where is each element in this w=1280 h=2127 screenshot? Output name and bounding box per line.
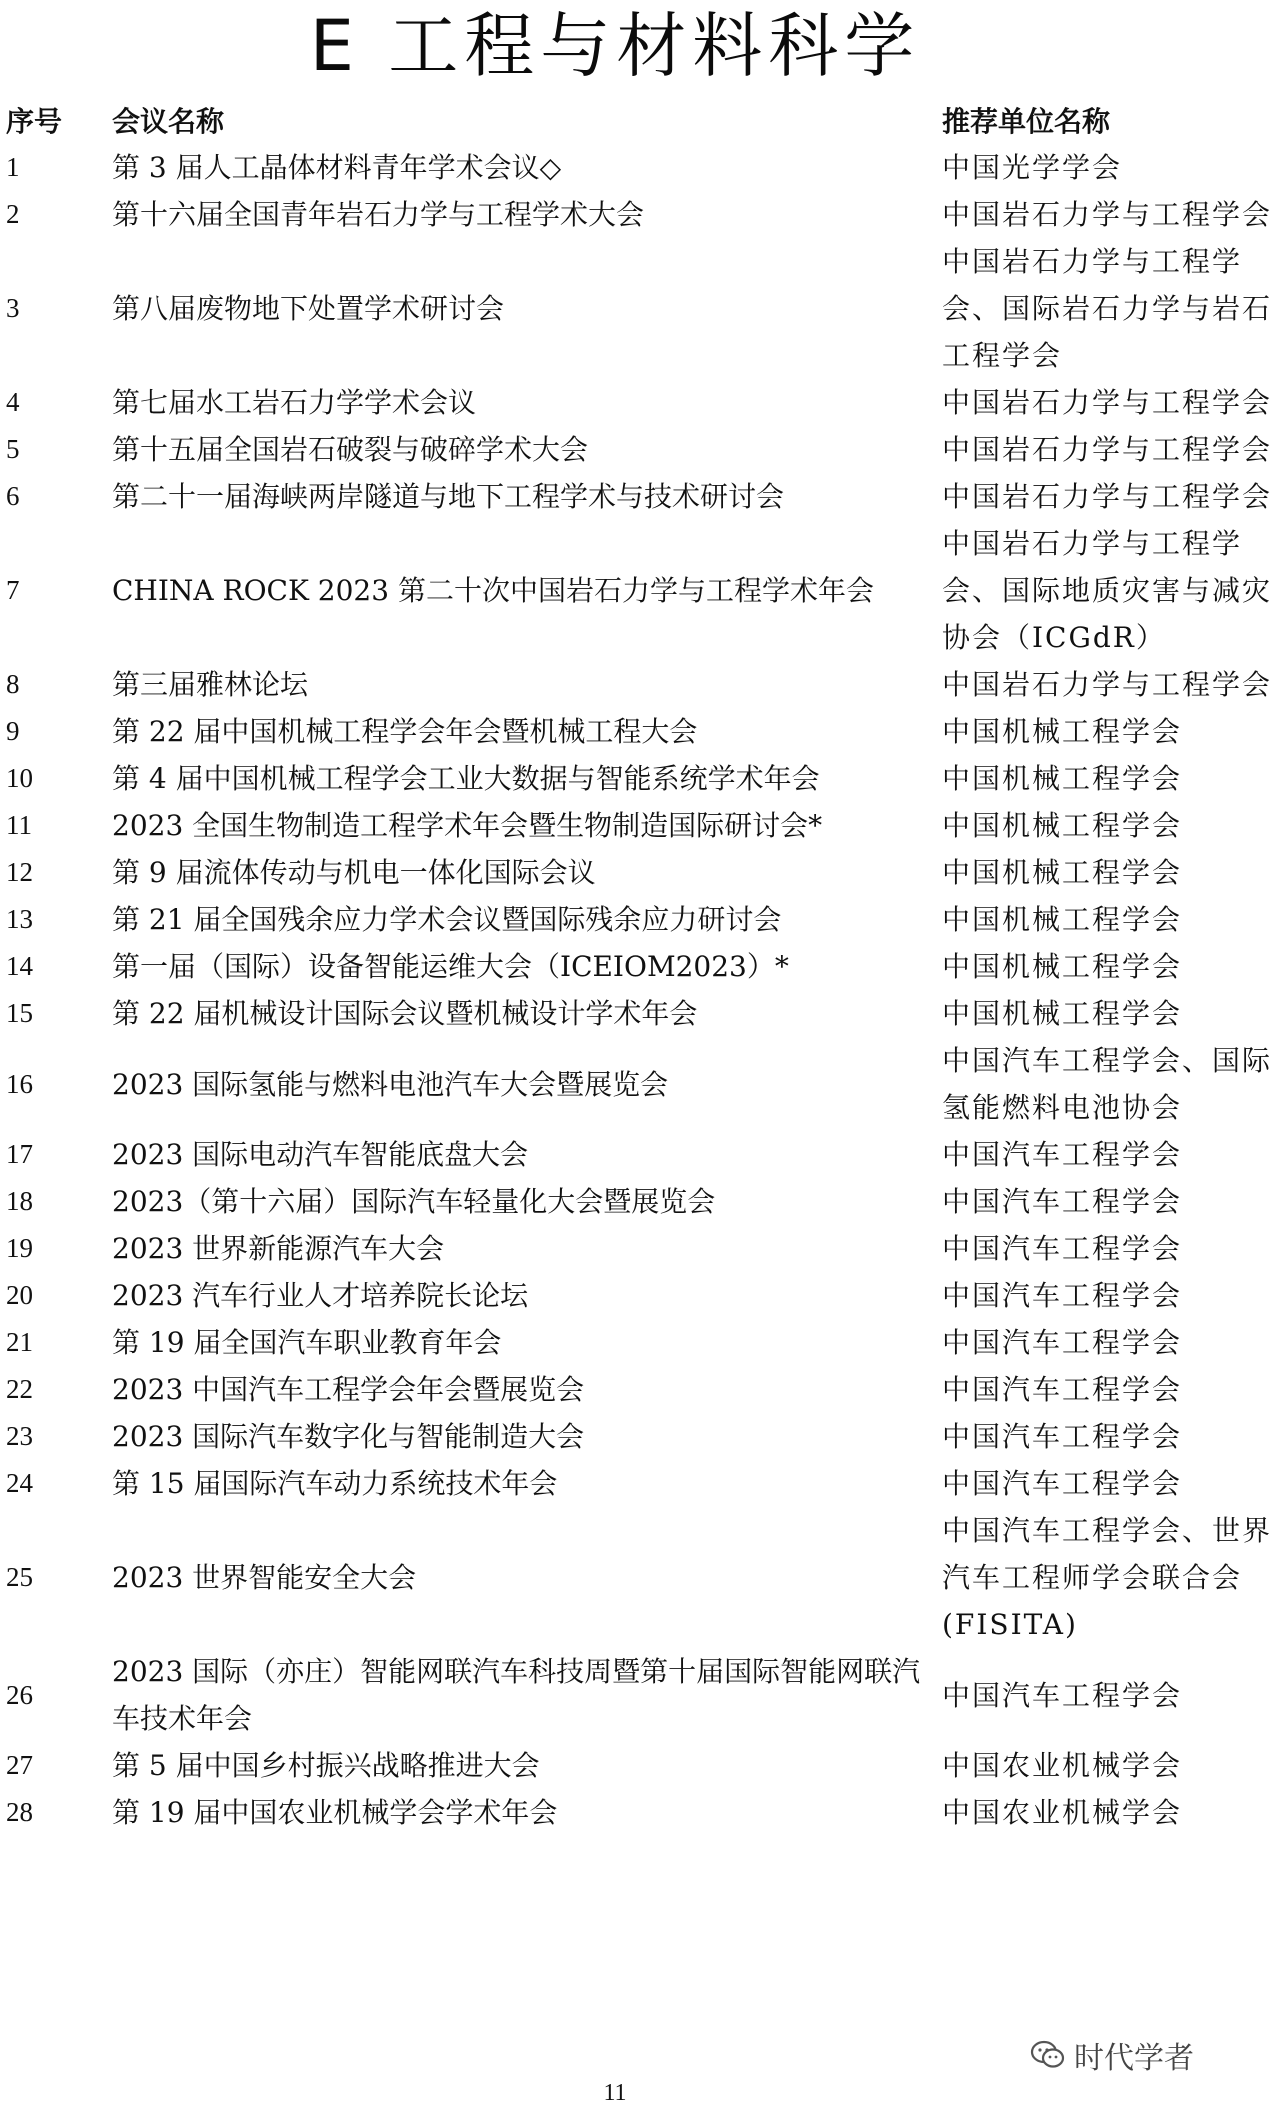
recommending-unit: 中国汽车工程学会 bbox=[942, 1232, 1183, 1265]
table-row bbox=[6, 1507, 1272, 1648]
row-number: 7 bbox=[6, 575, 20, 605]
recommending-unit: 中国农业机械学会 bbox=[942, 1796, 1183, 1829]
recommending-unit: 中国机械工程学会 bbox=[942, 809, 1183, 842]
table-row bbox=[6, 473, 1272, 520]
recommending-unit: 中国汽车工程学会 bbox=[942, 1138, 1183, 1171]
header-unit: 推荐单位名称 bbox=[942, 105, 1111, 138]
row-number: 4 bbox=[6, 387, 20, 417]
wechat-icon bbox=[1030, 2040, 1066, 2070]
conference-name: 2023 国际汽车数字化与智能制造大会 bbox=[112, 1420, 585, 1453]
header-name: 会议名称 bbox=[112, 105, 225, 138]
conference-table bbox=[6, 96, 1272, 1836]
conference-name: 2023（第十六届）国际汽车轻量化大会暨展览会 bbox=[112, 1185, 716, 1218]
row-number: 14 bbox=[6, 951, 33, 981]
table-row bbox=[6, 1272, 1272, 1319]
table-row bbox=[6, 943, 1272, 990]
page-number: 11 bbox=[603, 2080, 627, 2106]
conference-name: 2023 国际（亦庄）智能网联汽车科技周暨第十届国际智能网联汽车技术年会 bbox=[112, 1655, 921, 1735]
row-number: 13 bbox=[6, 904, 33, 934]
table-row bbox=[6, 1037, 1272, 1131]
row-number: 6 bbox=[6, 481, 20, 511]
recommending-unit: 中国岩石力学与工程学会 bbox=[942, 198, 1273, 231]
page-title: E 工程与材料科学 bbox=[309, 5, 921, 87]
row-number: 3 bbox=[6, 293, 20, 323]
table-row bbox=[6, 1742, 1272, 1789]
row-number: 22 bbox=[6, 1374, 33, 1404]
table-row bbox=[6, 238, 1272, 379]
table-row bbox=[6, 1460, 1272, 1507]
row-number: 25 bbox=[6, 1562, 33, 1592]
recommending-unit: 中国汽车工程学会 bbox=[942, 1279, 1183, 1312]
watermark bbox=[1030, 2033, 1194, 2077]
row-number: 16 bbox=[6, 1068, 33, 1099]
recommending-unit: 中国机械工程学会 bbox=[942, 762, 1183, 795]
recommending-unit: 中国岩石力学与工程学会、国际岩石力学与岩石工程学会 bbox=[942, 245, 1273, 372]
row-number: 15 bbox=[6, 998, 33, 1028]
conference-name: 2023 汽车行业人才培养院长论坛 bbox=[112, 1279, 529, 1312]
row-number: 1 bbox=[6, 152, 20, 182]
table-row bbox=[6, 990, 1272, 1037]
conference-name: 2023 国际氢能与燃料电池汽车大会暨展览会 bbox=[112, 1067, 669, 1101]
recommending-unit: 中国机械工程学会 bbox=[942, 715, 1183, 748]
header-num: 序号 bbox=[6, 105, 63, 138]
table-row bbox=[6, 1225, 1272, 1272]
conference-name: 第一届（国际）设备智能运维大会（ICEIOM2023）* bbox=[112, 950, 789, 983]
table-row bbox=[6, 426, 1272, 473]
conference-name: 第十六届全国青年岩石力学与工程学术大会 bbox=[112, 198, 645, 231]
recommending-unit: 中国岩石力学与工程学会 bbox=[942, 668, 1273, 701]
recommending-unit: 中国岩石力学与工程学会 bbox=[942, 433, 1273, 466]
row-number: 20 bbox=[6, 1280, 33, 1310]
recommending-unit: 中国岩石力学与工程学会、国际地质灾害与减灾协会（ICGdR） bbox=[942, 527, 1273, 654]
recommending-unit: 中国汽车工程学会 bbox=[942, 1678, 1183, 1712]
watermark-text: 时代学者 bbox=[1074, 2041, 1194, 2076]
table-row bbox=[6, 1648, 1272, 1742]
table-row bbox=[6, 1413, 1272, 1460]
table-header-row bbox=[6, 96, 1272, 144]
table-row bbox=[6, 1131, 1272, 1178]
row-number: 9 bbox=[6, 716, 20, 746]
row-number: 12 bbox=[6, 857, 33, 887]
conference-name: 2023 世界智能安全大会 bbox=[112, 1561, 417, 1594]
recommending-unit: 中国机械工程学会 bbox=[942, 997, 1183, 1030]
table-row bbox=[6, 1789, 1272, 1836]
row-number: 28 bbox=[6, 1797, 33, 1827]
conference-name: CHINA ROCK 2023 第二十次中国岩石力学与工程学术年会 bbox=[112, 574, 874, 607]
conference-name: 第三届雅林论坛 bbox=[112, 668, 309, 701]
conference-name: 第 19 届全国汽车职业教育年会 bbox=[112, 1326, 502, 1359]
table-row bbox=[6, 896, 1272, 943]
row-number: 18 bbox=[6, 1186, 33, 1216]
conference-name: 第 22 届中国机械工程学会年会暨机械工程大会 bbox=[112, 715, 698, 748]
recommending-unit: 中国汽车工程学会 bbox=[942, 1420, 1183, 1453]
row-number: 23 bbox=[6, 1421, 33, 1451]
recommending-unit: 中国汽车工程学会 bbox=[942, 1467, 1183, 1500]
table-row bbox=[6, 144, 1272, 191]
recommending-unit: 中国汽车工程学会 bbox=[942, 1326, 1183, 1359]
conference-name: 第十五届全国岩石破裂与破碎学术大会 bbox=[112, 433, 589, 466]
table-row bbox=[6, 661, 1272, 708]
recommending-unit: 中国汽车工程学会、世界汽车工程师学会联合会(FISITA) bbox=[942, 1514, 1273, 1641]
recommending-unit: 中国岩石力学与工程学会 bbox=[942, 386, 1273, 419]
row-number: 19 bbox=[6, 1233, 33, 1263]
table-row bbox=[6, 1319, 1272, 1366]
conference-name: 第二十一届海峡两岸隧道与地下工程学术与技术研讨会 bbox=[112, 480, 785, 513]
conference-name: 第 5 届中国乡村振兴战略推进大会 bbox=[112, 1749, 540, 1782]
conference-name: 2023 世界新能源汽车大会 bbox=[112, 1232, 445, 1265]
row-number: 11 bbox=[6, 810, 32, 840]
conference-name: 2023 国际电动汽车智能底盘大会 bbox=[112, 1138, 529, 1171]
table-row bbox=[6, 379, 1272, 426]
recommending-unit: 中国机械工程学会 bbox=[942, 950, 1183, 983]
conference-name: 第 9 届流体传动与机电一体化国际会议 bbox=[112, 856, 596, 889]
table-row bbox=[6, 191, 1272, 238]
recommending-unit: 中国农业机械学会 bbox=[942, 1749, 1183, 1782]
table-row bbox=[6, 1178, 1272, 1225]
table-row bbox=[6, 520, 1272, 661]
recommending-unit: 中国汽车工程学会、国际氢能燃料电池协会 bbox=[942, 1044, 1273, 1124]
conference-name: 第八届废物地下处置学术研讨会 bbox=[112, 292, 505, 325]
recommending-unit: 中国机械工程学会 bbox=[942, 856, 1183, 889]
conference-name: 第 3 届人工晶体材料青年学术会议◇ bbox=[112, 151, 562, 184]
table-row bbox=[6, 849, 1272, 896]
row-number: 17 bbox=[6, 1139, 33, 1169]
row-number: 5 bbox=[6, 434, 20, 464]
row-number: 24 bbox=[6, 1468, 33, 1498]
row-number: 26 bbox=[6, 1679, 33, 1710]
conference-name: 第 21 届全国残余应力学术会议暨国际残余应力研讨会 bbox=[112, 903, 782, 936]
recommending-unit: 中国光学学会 bbox=[942, 151, 1123, 184]
row-number: 10 bbox=[6, 763, 33, 793]
conference-name: 第 4 届中国机械工程学会工业大数据与智能系统学术年会 bbox=[112, 762, 820, 795]
table-row bbox=[6, 802, 1272, 849]
recommending-unit: 中国汽车工程学会 bbox=[942, 1185, 1183, 1218]
conference-name: 2023 中国汽车工程学会年会暨展览会 bbox=[112, 1373, 585, 1406]
table-body bbox=[6, 144, 1272, 1836]
row-number: 2 bbox=[6, 199, 20, 229]
table-row bbox=[6, 708, 1272, 755]
row-number: 21 bbox=[6, 1327, 33, 1357]
conference-name: 第七届水工岩石力学学术会议 bbox=[112, 386, 477, 419]
conference-name: 2023 全国生物制造工程学术年会暨生物制造国际研讨会* bbox=[112, 809, 823, 842]
row-number: 8 bbox=[6, 669, 20, 699]
conference-name: 第 22 届机械设计国际会议暨机械设计学术年会 bbox=[112, 997, 698, 1030]
recommending-unit: 中国机械工程学会 bbox=[942, 903, 1183, 936]
table-row bbox=[6, 755, 1272, 802]
conference-name: 第 15 届国际汽车动力系统技术年会 bbox=[112, 1467, 558, 1500]
recommending-unit: 中国岩石力学与工程学会 bbox=[942, 480, 1273, 513]
recommending-unit: 中国汽车工程学会 bbox=[942, 1373, 1183, 1406]
table-row bbox=[6, 1366, 1272, 1413]
row-number: 27 bbox=[6, 1750, 33, 1780]
conference-name: 第 19 届中国农业机械学会学术年会 bbox=[112, 1796, 558, 1829]
